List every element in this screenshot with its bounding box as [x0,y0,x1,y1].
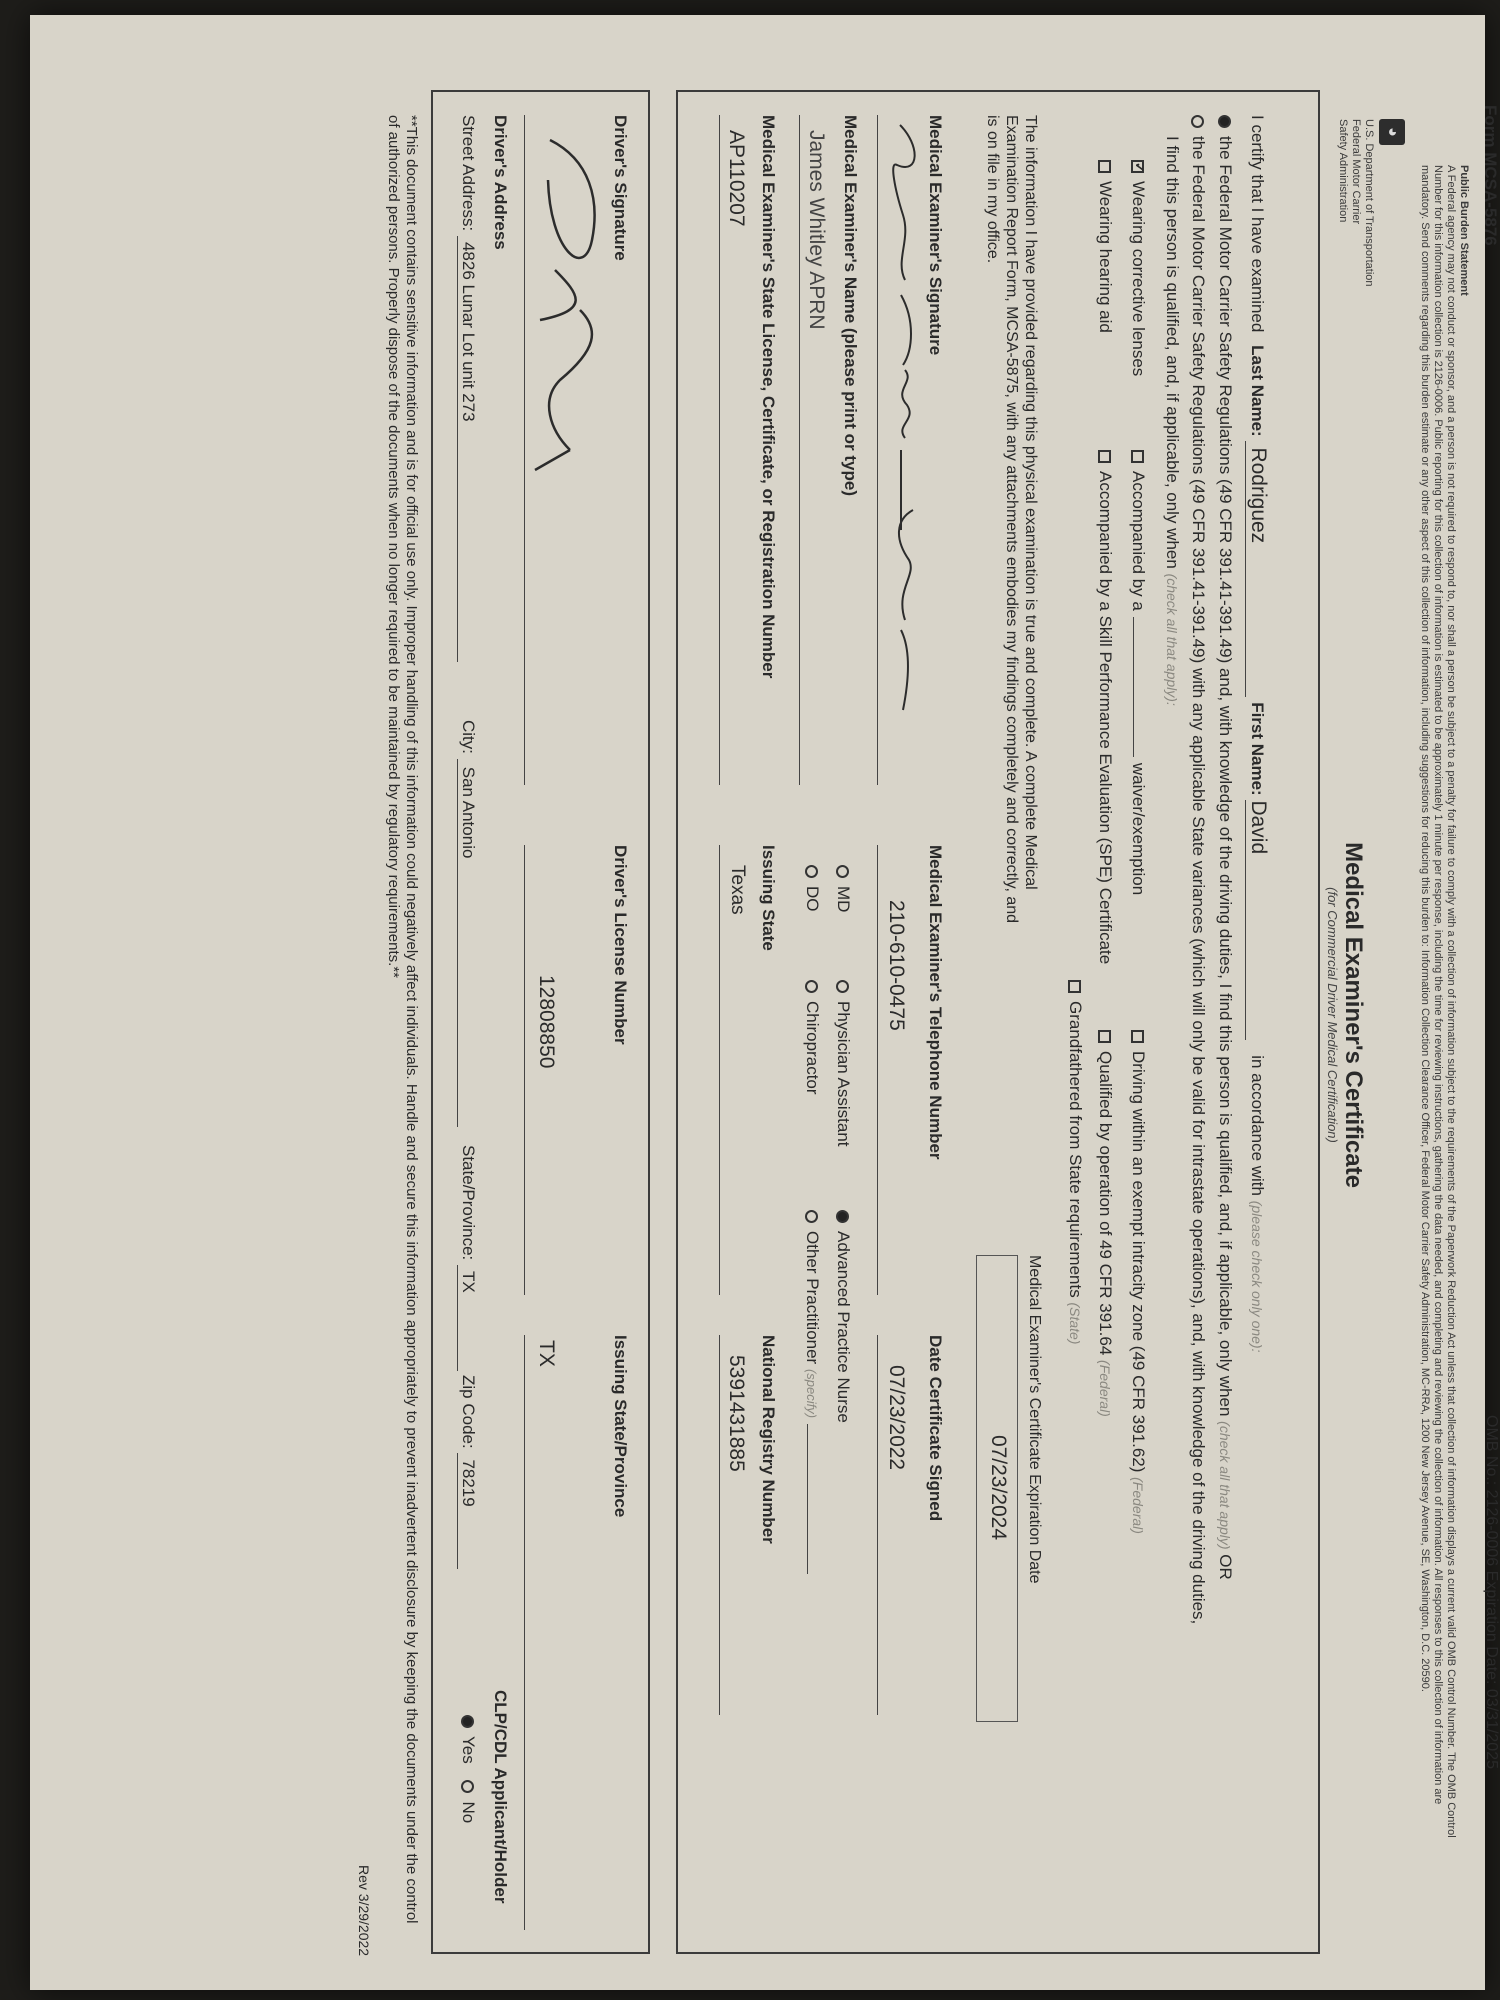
type-apn[interactable] [833,1210,853,1423]
province-value[interactable]: TX [457,1265,478,1371]
examiner-signature[interactable] [885,120,925,780]
pa-radio[interactable] [836,980,849,993]
hearing-checkbox[interactable] [1098,160,1111,173]
qualifier-exempt-zone[interactable] [1128,1030,1148,1534]
chiro-radio[interactable] [805,980,818,993]
examiner-signature-scribble [885,120,925,780]
phone-label: Medical Examiner's Telephone Number [926,845,945,1160]
lenses-label: Wearing corrective lenses [1129,181,1148,377]
waiver-label-a: Accompanied by a [1129,471,1148,611]
date-signed-value[interactable]: 07/23/2022 [885,1365,908,1471]
omb-expiration: OMB No.: 2126-0006 Expiration Date: 03/31/2025 [1483,1415,1500,1769]
exempt-zone-checkbox[interactable] [1131,1030,1144,1043]
other-label: Other Practitioner [803,1231,822,1365]
option-1-text: the Federal Motor Carrier Safety Regulations (49 CFR 391.41-391.49) and, with knowledge of the driving duties, I find this person is qualified, and, if applicable, only when [1216,136,1235,1417]
option-2-text: the Federal Motor Carrier Safety Regulations (49 CFR 391.41-391.49) with any applicable State variances (which will only be valid for intrastate operations), and, with knowledge of the driving duties, [1189,136,1208,1625]
certify-line [1245,115,1270,1353]
examiner-signature-label: Medical Examiner's Signature [926,115,945,356]
examiner-signature-line [877,115,878,785]
city-label: City: [459,720,478,754]
examiner-name-line [799,115,800,785]
lenses-checkbox[interactable] [1131,160,1144,173]
other-radio[interactable] [805,1210,818,1223]
clp-no-radio[interactable] [461,1780,474,1793]
clp-yes-radio[interactable] [461,1715,474,1728]
option-2-radio[interactable] [1191,115,1204,128]
dot-logo-wrap [1379,119,1405,145]
city-value[interactable]: San Antonio [457,759,478,1127]
qualifier-hearing[interactable] [1095,160,1115,333]
certify-prefix: I certify that I have examined [1248,115,1267,333]
driver-license-label: Driver's License Number [611,845,630,1045]
last-name-field[interactable]: Rodriguez [1245,441,1270,697]
driver-license-value[interactable]: 12808850 [535,975,558,1069]
phone-value[interactable]: 210-610-0475 [885,900,908,1031]
expiration-label: Medical Examiner's Certificate Expiration Date [1026,1255,1043,1584]
driver-state-label: Issuing State/Province [611,1335,630,1518]
examiner-name-value[interactable]: James Whitley APRN [805,130,828,330]
registry-label: National Registry Number [759,1335,778,1544]
clp-yes-label: Yes [459,1736,478,1764]
driver-license-line [524,845,525,1295]
grandfathered-label: Grandfathered from State requirements [1066,1001,1085,1298]
qualifier-grandfathered[interactable] [1065,980,1085,1344]
waiver-label-b: waiver/exemption [1129,762,1148,896]
registry-line [719,1335,720,1715]
option-1-radio[interactable] [1218,115,1231,128]
agency-line-3: Safety Administration [1337,119,1349,223]
option-1[interactable]: the Federal Motor Carrier Safety Regulations (49 CFR 391.41-391.49) and, with knowledge of the driving duties, I find this person is qualified, and, if applicable, only when (check all that apply) OR [1215,115,1235,1580]
driver-signature[interactable] [530,120,610,780]
option-1-note: (check all that apply) [1217,1421,1233,1550]
hearing-label: Wearing hearing aid [1096,181,1115,333]
do-label: DO [803,886,822,912]
attestation-text: The information I have provided regarding this physical examination is true and complete. A complete Medical Examination Report Form, MCSA-5875, with any attachments embodies my findings completely and correctly, and is on file in my office. [984,115,1039,924]
driver-signature-scribble [530,120,610,780]
operation-checkbox[interactable] [1098,1030,1111,1043]
footer-note: **This document contains sensitive information and is for official use only. Improper handling of this information could negatively affect individuals. Handle and secure this information appropriately to prevent inadvertent disclosure by keeping the documents under the control of authorized persons. Properly dispose of the documents when no longer required to be maintained by regulatory requirements.** [385,115,420,1924]
waiver-checkbox[interactable] [1131,450,1144,463]
examiner-name-label-text: Medical Examiner's Name (please print or type) [841,115,860,497]
certify-suffix: in accordance with [1248,1055,1267,1196]
zip-value[interactable]: 78219 [457,1453,478,1569]
spe-checkbox[interactable] [1098,450,1111,463]
type-pa[interactable] [833,980,853,1147]
type-do[interactable] [802,865,822,912]
zip [457,1375,478,1569]
first-name-label: First Name: [1248,702,1267,796]
option-2-line-2-text: I find this person is qualified, and, if applicable, only when [1163,136,1182,569]
last-name-label: Last Name: [1248,345,1267,437]
date-signed-label: Date Certificate Signed [926,1335,945,1522]
street-label: Street Address: [459,115,478,232]
driver-state-value[interactable]: TX [535,1340,558,1367]
type-other[interactable] [802,1210,822,1574]
type-md[interactable] [833,865,853,912]
option-2-note: (check all that apply): [1164,573,1180,706]
apn-label: Advanced Practice Nurse [834,1231,853,1423]
driver-address-label: Driver's Address [491,115,510,250]
license-line [719,115,720,785]
apn-radio[interactable] [836,1210,849,1223]
medical-examiner-certificate-form [105,75,1500,1980]
province-label: State/Province: [459,1145,478,1261]
driver-signature-line [524,115,525,785]
md-radio[interactable] [836,865,849,878]
province [457,1145,478,1371]
qualifier-waiver[interactable] [1128,450,1148,895]
issuing-state-line [719,845,720,1295]
license-label: Medical Examiner's State License, Certificate, or Registration Number [759,115,778,679]
qualifier-spe[interactable] [1095,450,1115,964]
other-note: (specify) [804,1368,819,1419]
zip-label: Zip Code: [459,1375,478,1449]
revision-date: Rev 3/29/2022 [356,1865,372,1957]
grandfathered-checkbox[interactable] [1068,980,1081,993]
grandfathered-note: (State) [1067,1302,1083,1345]
page-subtitle: (for Commercial Driver Medical Certification) [1325,887,1340,1143]
expiration-value: 07/23/2024 [987,1434,1010,1541]
spe-label: Accompanied by a Skill Performance Evaluation (SPE) Certificate [1096,471,1115,965]
dot-logo-icon: ◕ [1379,119,1405,145]
qualifier-operation[interactable] [1095,1030,1115,1417]
pa-label: Physician Assistant [834,1001,853,1147]
do-radio[interactable] [805,865,818,878]
exempt-zone-note: (Federal) [1130,1477,1146,1534]
operation-note: (Federal) [1097,1360,1113,1417]
clp-no-label: No [459,1801,478,1824]
clp-cdl-options [458,1715,478,1823]
burden-title: Public Burden Statement [1458,165,1470,296]
page-title: Medical Examiner's Certificate [1340,842,1367,1188]
exempt-zone-label: Driving within an exempt intracity zone (49 CFR 391.62) [1129,1051,1148,1473]
clp-cdl-label: CLP/CDL Applicant/Holder [491,1690,510,1904]
agency-line-1: U.S. Department of Transportation [1363,119,1375,287]
date-signed-line [877,1335,878,1715]
md-label: MD [834,886,853,913]
other-specify-blank[interactable] [807,1424,808,1574]
qualifier-lenses[interactable] [1128,160,1148,376]
registry-value[interactable]: 5391431885 [725,1355,748,1472]
license-value[interactable]: AP110207 [725,130,748,227]
certify-suffix-note: (please check only one): [1249,1200,1265,1353]
issuing-state-value[interactable]: Texas [727,865,748,915]
driver-state-line [524,1335,525,1930]
type-chiro[interactable] [802,980,822,1095]
street-value[interactable]: 4826 Lunar Lot unit 273 [457,236,478,662]
operation-label: Qualified by operation of 49 CFR 391.64 [1096,1051,1115,1356]
waiver-blank[interactable] [1133,617,1134,757]
driver-signature-label: Driver's Signature [611,115,630,261]
chiro-label: Chiropractor [803,1001,822,1095]
agency-line-2: Federal Motor Carrier [1350,119,1362,225]
first-name-field[interactable]: David [1245,800,1270,1040]
examiner-name-label [840,115,860,496]
city [457,720,478,1127]
issuing-state-label: Issuing State [759,845,778,951]
phone-line [877,845,878,1295]
burden-text: A Federal agency may not conduct or sponsor, and a person is not required to respond to, nor shall a person be subject to a penalty for failure to comply with a collection of information subject to the requirements of the Paperwork Reduction Act unless that collection of information displays a current valid OMB Control Number. The OMB Control Number for this information collection is 2126-0006. Public reporting for this collection of information is estimated to be approximately 1 minute per response, including the time for reviewing instructions, gathering the data needed, and completing and reviewing the collection of information. All responses to this collection of information are mandatory. Send comments regarding this burden estimate or any other aspect of this collection of information, including suggestions for reducing this burden to: Information Collection Clearance Officer, Federal Motor Carrier Safety Administration, MC-RRA, 1200 New Jersey Avenue, SE, Washington, D.C. 20590. [1419,165,1457,1838]
option-2-line-2 [1162,136,1182,706]
form-number: Form MCSA-5876 [1481,105,1500,246]
street-address [457,115,478,662]
option-2[interactable] [1188,115,1208,1624]
